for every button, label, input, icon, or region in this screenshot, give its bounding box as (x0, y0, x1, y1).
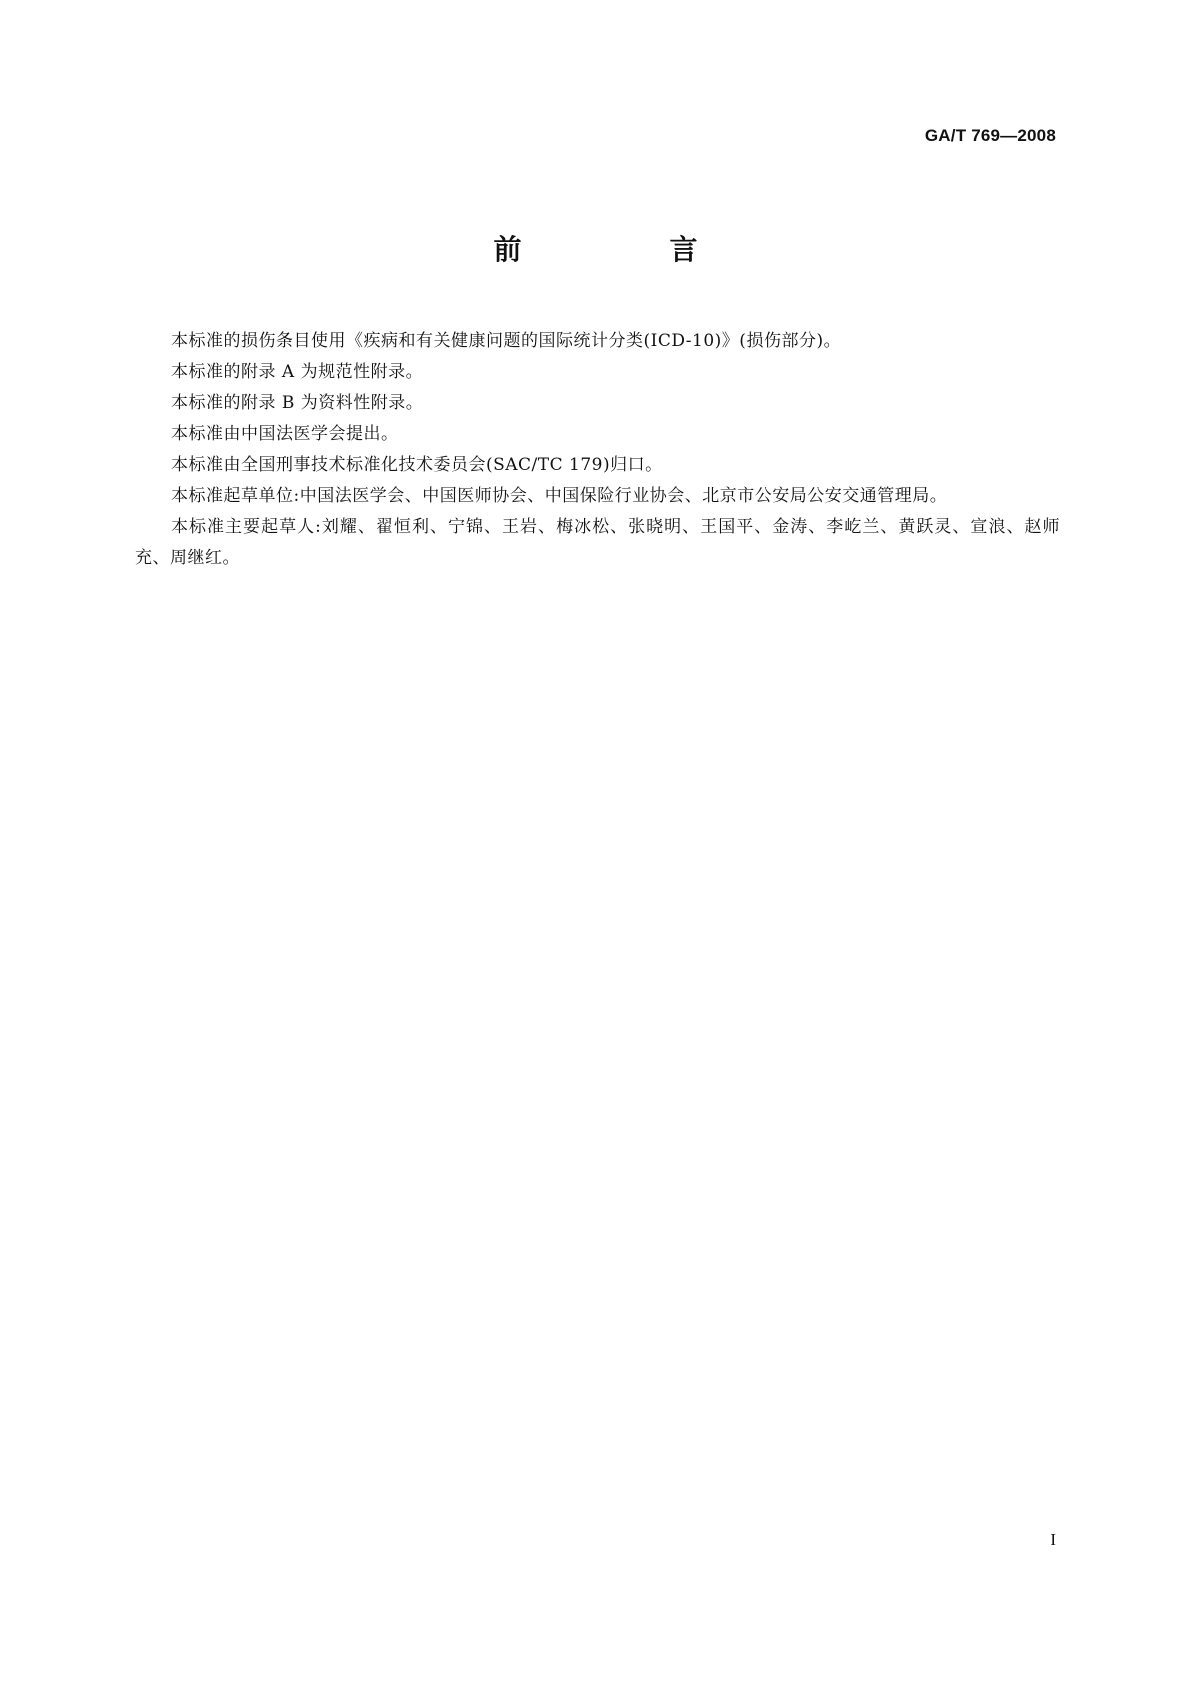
paragraph-committee: 本标准由全国刑事技术标准化技术委员会(SAC/TC 179)归口。 (171, 455, 663, 475)
standard-code: GA/T 769—2008 (924, 126, 1056, 145)
page-title: 前 言 (493, 233, 758, 266)
paragraph-appendix-b: 本标准的附录 B 为资料性附录。 (171, 393, 424, 413)
paragraph-icd: 本标准的损伤条目使用《疾病和有关健康问题的国际统计分类(ICD-10)》(损伤部分)。 (171, 331, 842, 351)
paragraph-drafters: 本标准主要起草人:刘耀、翟恒利、宁锦、王岩、梅冰松、张晓明、王国平、金涛、李屹兰、黄跃灵、宣浪、赵师充、周继红。 (135, 517, 1060, 568)
preface-body (135, 326, 1060, 574)
paragraph-appendix-a: 本标准的附录 A 为规范性附录。 (171, 362, 424, 382)
page-number: I (1050, 1530, 1056, 1549)
paragraph-proposer: 本标准由中国法医学会提出。 (171, 424, 399, 444)
paragraph-drafting-units: 本标准起草单位:中国法医学会、中国医师协会、中国保险行业协会、北京市公安局公安交通管理局。 (171, 486, 948, 506)
